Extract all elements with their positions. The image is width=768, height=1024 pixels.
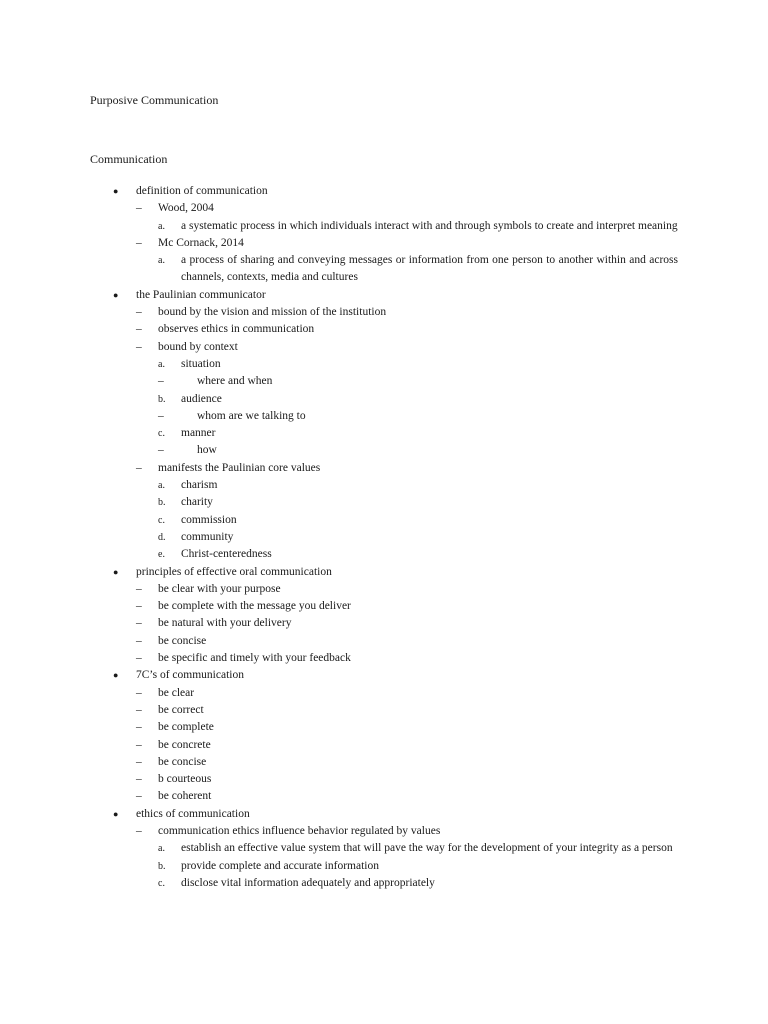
outline-item-text: manifests the Paulinian core values — [158, 461, 321, 474]
letter-marker: d. — [158, 531, 166, 543]
outline-item-text: establish an effective value system that will pave the way for the development of your integrity as a person — [181, 842, 673, 855]
letter-marker: b. — [158, 393, 166, 405]
outline-item-level-2 — [0, 771, 768, 788]
outline-item-level-2 — [0, 633, 768, 650]
outline-item-level-2 — [0, 719, 768, 736]
outline-item-level-2 — [0, 754, 768, 771]
outline-item-level-3 — [0, 252, 768, 287]
dash-marker: – — [136, 738, 142, 751]
dash-marker: – — [136, 755, 142, 768]
outline-list — [0, 183, 768, 892]
bullet-marker: ● — [113, 289, 119, 300]
outline-item-level-2 — [0, 650, 768, 667]
letter-marker: a. — [158, 358, 165, 370]
dash-marker: – — [158, 375, 164, 388]
outline-item-level-3 — [0, 840, 768, 857]
outline-item-level-2 — [0, 235, 768, 252]
outline-item-level-2 — [0, 339, 768, 356]
letter-marker: a. — [158, 480, 165, 492]
outline-item-text: how — [197, 444, 217, 457]
letter-marker: b. — [158, 860, 166, 872]
outline-item-text: be correct — [158, 703, 204, 716]
outline-item-level-3 — [0, 494, 768, 511]
outline-item-text: manner — [181, 427, 216, 440]
outline-item-text: community — [181, 530, 234, 543]
outline-item-level-2 — [0, 685, 768, 702]
outline-item-level-3 — [0, 546, 768, 563]
bullet-marker: ● — [113, 566, 119, 577]
outline-item-text: situation — [181, 357, 221, 370]
bullet-marker: ● — [113, 808, 119, 819]
outline-item-level-2 — [0, 702, 768, 719]
outline-item-level-2 — [0, 788, 768, 805]
outline-item-text: Christ-centeredness — [181, 548, 272, 561]
outline-item-level-2 — [0, 823, 768, 840]
letter-marker: a. — [158, 255, 165, 267]
dash-marker: – — [136, 461, 142, 474]
bullet-marker: ● — [113, 186, 119, 196]
outline-item-level-3 — [0, 356, 768, 373]
outline-item-level-3 — [0, 477, 768, 494]
outline-item-level-1 — [0, 564, 768, 581]
outline-item-text: charism — [181, 479, 218, 492]
outline-item-level-3 — [0, 529, 768, 546]
outline-item-text: where and when — [197, 375, 273, 388]
outline-item-level-2 — [0, 304, 768, 321]
letter-marker: c. — [158, 514, 165, 526]
outline-item-text: be coherent — [158, 790, 212, 803]
outline-item-text: the Paulinian communicator — [136, 288, 266, 301]
outline-item-text: audience — [181, 392, 222, 405]
dash-marker: – — [136, 582, 142, 595]
outline-item-level-1 — [0, 667, 768, 684]
dash-marker: – — [136, 236, 142, 249]
outline-item-text: be clear with your purpose — [158, 582, 281, 595]
outline-item-level-1 — [0, 287, 768, 304]
dash-marker: – — [158, 409, 164, 422]
outline-item-text: 7C’s of communication — [136, 669, 244, 682]
dash-marker: – — [136, 652, 142, 665]
dash-marker: – — [136, 721, 142, 734]
outline-item-text: be concrete — [158, 738, 211, 751]
outline-item-text: communication ethics influence behavior regulated by values — [158, 824, 441, 837]
outline-item-level-4 — [0, 373, 768, 390]
outline-item-level-3 — [0, 425, 768, 442]
outline-item-level-1 — [0, 183, 768, 200]
outline-item-text: be natural with your delivery — [158, 617, 292, 630]
outline-item-text: bound by context — [158, 340, 238, 353]
outline-item-text: Wood, 2004 — [158, 202, 214, 215]
outline-item-level-2 — [0, 737, 768, 754]
outline-item-level-3 — [0, 218, 768, 235]
outline-item-text: a process of sharing and conveying messages or information from one person to another within and across channels, contexts, media and cultures — [181, 254, 678, 284]
dash-marker: – — [136, 703, 142, 716]
outline-item-level-2 — [0, 598, 768, 615]
outline-item-text: charity — [181, 496, 213, 509]
bullet-marker: ● — [113, 670, 119, 681]
outline-item-text: bound by the vision and mission of the institution — [158, 306, 387, 319]
outline-item-level-3 — [0, 858, 768, 875]
outline-item-level-2 — [0, 200, 768, 217]
dash-marker: – — [136, 323, 142, 336]
outline-item-level-3 — [0, 391, 768, 408]
outline-item-text: be concise — [158, 634, 207, 647]
outline-item-level-3 — [0, 875, 768, 892]
outline-item-text: disclose vital information adequately and appropriately — [181, 876, 435, 889]
dash-marker: – — [136, 686, 142, 699]
document-title: Purposive Communication — [90, 93, 219, 107]
dash-marker: – — [136, 634, 142, 647]
outline-item-level-4 — [0, 408, 768, 425]
dash-marker: – — [136, 824, 142, 837]
outline-item-text: principles of effective oral communication — [136, 565, 332, 578]
letter-marker: c. — [158, 428, 165, 440]
outline-item-text: whom are we talking to — [197, 409, 306, 422]
section-heading: Communication — [90, 152, 168, 166]
outline-item-text: a systematic process in which individuals interact with and through symbols to create and interpret meaning — [181, 219, 678, 232]
outline-item-text: be complete — [158, 721, 214, 734]
outline-item-level-4 — [0, 442, 768, 459]
outline-item-text: ethics of communication — [136, 807, 250, 820]
outline-item-text: be clear — [158, 686, 195, 699]
outline-item-level-3 — [0, 512, 768, 529]
outline-item-level-2 — [0, 321, 768, 338]
outline-item-text: definition of communication — [136, 185, 268, 197]
dash-marker: – — [136, 306, 142, 319]
outline-item-text: b courteous — [158, 773, 212, 786]
dash-marker: – — [158, 444, 164, 457]
outline-item-level-2 — [0, 581, 768, 598]
dash-marker: – — [136, 773, 142, 786]
dash-marker: – — [136, 600, 142, 613]
letter-marker: e. — [158, 549, 165, 561]
outline-item-level-2 — [0, 460, 768, 477]
letter-marker: a. — [158, 220, 165, 232]
outline-item-level-1 — [0, 806, 768, 823]
outline-item-text: commission — [181, 513, 237, 526]
outline-item-text: Mc Cornack, 2014 — [158, 236, 244, 249]
dash-marker: – — [136, 617, 142, 630]
outline-item-text: be concise — [158, 755, 207, 768]
letter-marker: a. — [158, 843, 165, 855]
dash-marker: – — [136, 202, 142, 215]
dash-marker: – — [136, 340, 142, 353]
outline-item-text: observes ethics in communication — [158, 323, 315, 336]
dash-marker: – — [136, 790, 142, 803]
letter-marker: c. — [158, 877, 165, 889]
outline-item-level-2 — [0, 615, 768, 632]
outline-item-text: be specific and timely with your feedback — [158, 652, 351, 665]
outline-item-text: provide complete and accurate information — [181, 859, 379, 872]
letter-marker: b. — [158, 497, 166, 509]
outline-item-text: be complete with the message you deliver — [158, 600, 351, 613]
